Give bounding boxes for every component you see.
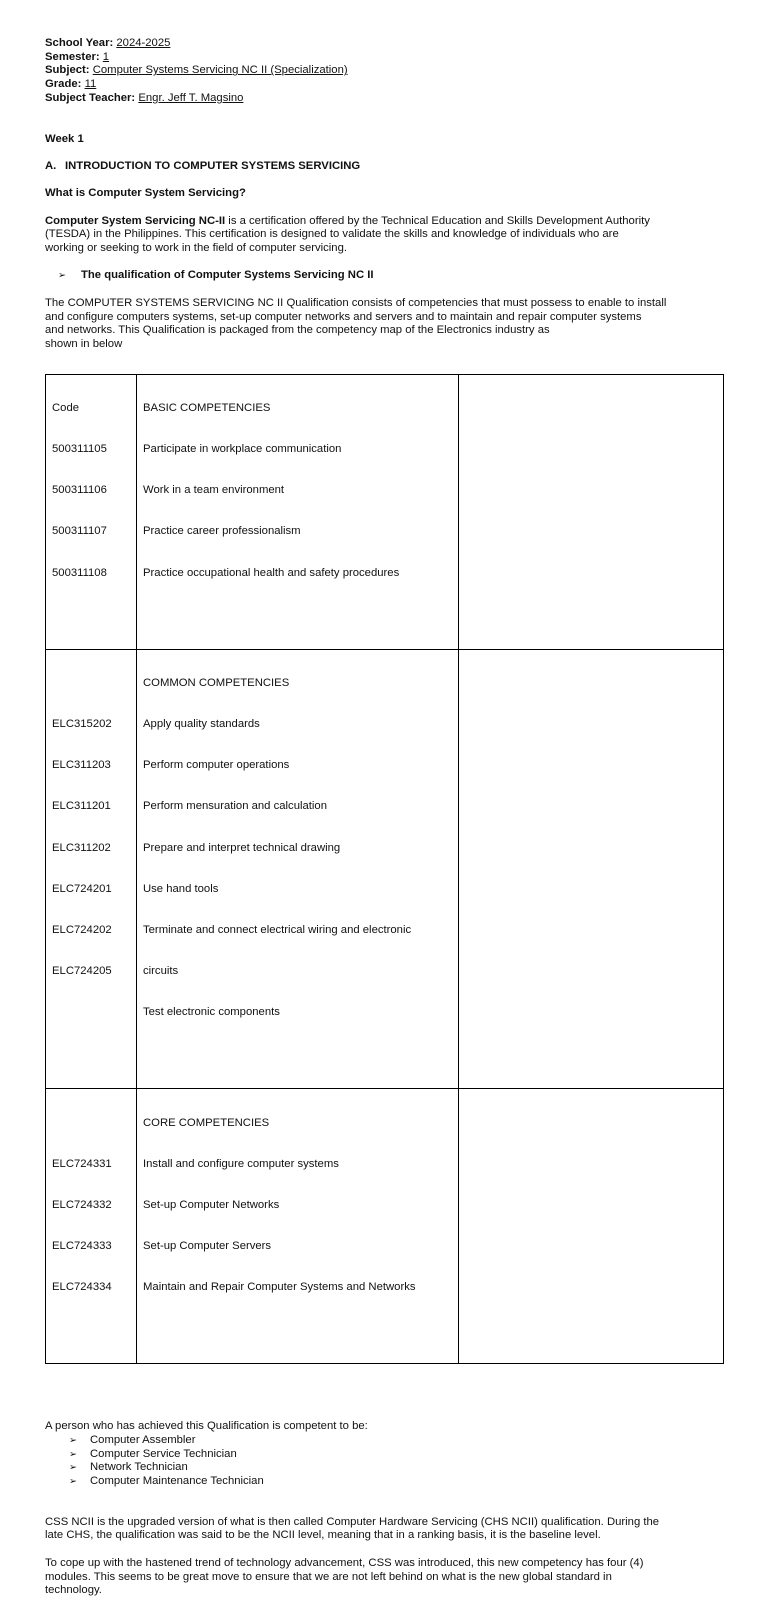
- competency-table: [45, 374, 724, 1365]
- header-block: [45, 37, 725, 106]
- school-year-line: School Year: 2024-2025: [45, 37, 171, 49]
- table-row-core: [46, 1089, 724, 1364]
- css-paragraph: CSS NCII is the upgraded version of what is then called Computer Hardware Servicing (CHS NCII) qualification. During the late CHS, the qualification was said to be the NCII level, meaning that in a ranking basis, it is the baseline level.: [45, 1515, 660, 1542]
- grade-line: Grade: 11: [45, 78, 97, 91]
- basic-title: BASIC COMPETENCIES: [143, 402, 271, 415]
- list-item: ➢ Computer Maintenance Technician: [69, 1475, 264, 1488]
- core-codes-cell: ELC724331 ELC724332 ELC724333 ELC724334: [46, 1089, 137, 1364]
- table-row-basic: [46, 374, 724, 649]
- arrow-bullet-icon: ➢: [69, 1434, 77, 1446]
- basic-codes-cell: Code 500311105 500311106 500311107 500311108: [46, 374, 137, 649]
- common-competencies-cell: COMMON COMPETENCIES Apply quality standards Perform computer operations Perform mensuration and calculation Prepare and interpret technical drawing Use hand tools Terminate and connect electrical wiring and electronic circuits Test electronic components: [137, 649, 459, 1088]
- competent-list: [45, 1434, 725, 1489]
- arrow-bullet-icon: ➢: [69, 1448, 77, 1460]
- subject-value: Computer Systems Servicing NC II (Specialization): [92, 64, 348, 77]
- qualification-heading: ➢ The qualification of Computer Systems Servicing NC II: [58, 269, 374, 282]
- cope-paragraph: To cope up with the hastened trend of technology advancement, CSS was introduced, this new competency has four (4) modules. This seems to be great move to ensure that we are not left behind on what is the new global standard in technology.: [45, 1556, 644, 1597]
- core-title: CORE COMPETENCIES: [143, 1116, 270, 1129]
- basic-competencies-cell: BASIC COMPETENCIES Participate in workplace communication Work in a team environment Practice career professionalism Practice occupational health and safety procedures: [137, 374, 459, 649]
- arrow-bullet-icon: ➢: [69, 1462, 77, 1474]
- section-a-heading: A. INTRODUCTION TO COMPUTER SYSTEMS SERVICING: [45, 159, 361, 172]
- core-competencies-cell: CORE COMPETENCIES Install and configure computer systems Set-up Computer Networks Set-up Computer Servers Maintain and Repair Computer Systems and Networks: [137, 1089, 459, 1364]
- subject-line: Subject: Computer Systems Servicing NC II (Specialization): [45, 64, 348, 77]
- semester-value: 1: [102, 50, 110, 63]
- semester-line: Semester: 1: [45, 50, 110, 63]
- week-heading: Week 1: [45, 132, 84, 145]
- qualification-paragraph: The COMPUTER SYSTEMS SERVICING NC II Qualification consists of competencies that must possess to enable to install and configure computers systems, set-up computer networks and servers and to maintain and repair computer systems and networks. This Qualification is packaged from the competency map of the Electronics industry as shown in below: [45, 296, 667, 350]
- list-item: ➢ Computer Service Technician: [69, 1447, 237, 1460]
- teacher-value: Engr. Jeff T. Magsino: [138, 91, 244, 104]
- list-item: ➢ Network Technician: [69, 1461, 188, 1474]
- competent-intro: A person who has achieved this Qualification is competent to be:: [45, 1420, 368, 1433]
- document-page: [45, 37, 725, 1598]
- core-empty-cell: [459, 1089, 724, 1364]
- grade-value: 11: [84, 78, 97, 91]
- intro-paragraph: Computer System Servicing NC-II is a certification offered by the Technical Education and Skills Development Authority (TESDA) in the Philippines. This certification is designed to validate the skills and knowledge of individuals who are working or seeking to work in the field of computer servicing.: [45, 214, 650, 255]
- list-item: ➢ Computer Assembler: [69, 1433, 196, 1446]
- arrow-bullet-icon: ➢: [69, 1476, 77, 1488]
- school-year-value: 2024-2025: [116, 37, 171, 49]
- common-codes-cell: ELC315202 ELC311203 ELC311201 ELC311202 ELC724201 ELC724202 ELC724205: [46, 649, 137, 1088]
- question-heading: What is Computer System Servicing?: [45, 187, 246, 200]
- common-title: COMMON COMPETENCIES: [143, 677, 290, 690]
- arrow-bullet-icon: ➢: [58, 270, 66, 282]
- code-header: Code: [52, 402, 80, 415]
- table-row-common: [46, 649, 724, 1088]
- common-empty-cell: [459, 649, 724, 1088]
- basic-empty-cell: [459, 374, 724, 649]
- teacher-line: Subject Teacher: Engr. Jeff T. Magsino: [45, 91, 244, 104]
